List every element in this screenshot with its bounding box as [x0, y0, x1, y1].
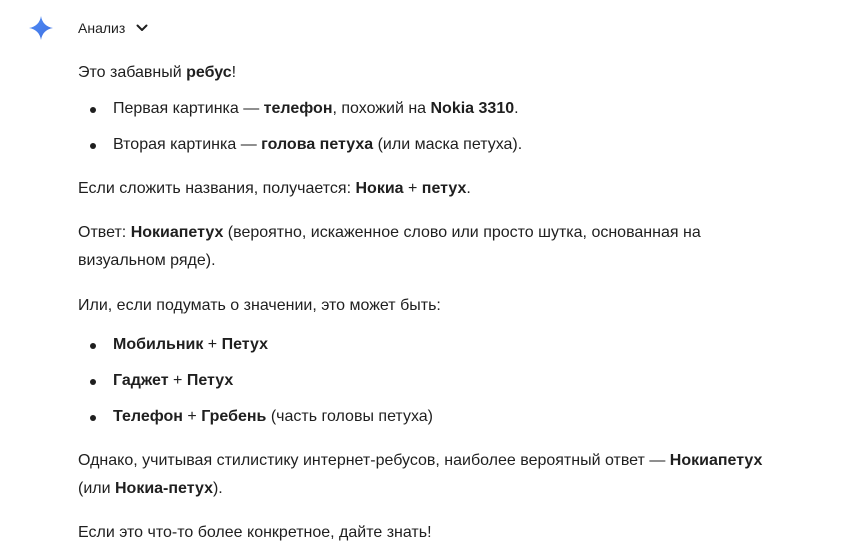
sum-bold: петух: [421, 180, 467, 197]
item-text: Вторая картинка —: [113, 136, 262, 153]
item-text: .: [514, 100, 519, 117]
item-plus: +: [168, 372, 187, 389]
answer-text: визуальном ряде).: [78, 252, 216, 269]
picture-list: [78, 95, 818, 159]
list-item: [78, 131, 818, 159]
list-item: [78, 367, 818, 395]
answer-paragraph: [78, 219, 818, 275]
answer-text: (вероятно, искаженное слово или просто шутка, основанная на: [223, 224, 701, 241]
sum-plus: +: [403, 180, 422, 197]
item-plus: +: [182, 408, 202, 425]
item-bold: Телефон: [113, 408, 183, 425]
intro-bold: ребус: [186, 64, 232, 81]
item-text: Первая картинка —: [113, 100, 264, 117]
sum-bold: Нокиа: [355, 180, 404, 197]
response-header: [28, 14, 149, 42]
response-body: [78, 59, 818, 547]
however-text: ).: [212, 480, 223, 497]
item-bold: телефон: [263, 100, 333, 117]
item-plus: +: [203, 336, 222, 353]
list-item: [78, 403, 818, 431]
or-paragraph: Или, если подумать о значении, это может быть:: [78, 297, 441, 314]
item-bold: Гаджет: [113, 372, 169, 389]
sum-paragraph: [78, 175, 818, 203]
analysis-label: Анализ: [78, 20, 126, 36]
answer-bold: Нокиапетух: [130, 224, 224, 241]
item-bold: Петух: [186, 372, 234, 389]
item-text: (часть головы петуха): [266, 408, 433, 425]
item-bold: Nokia 3310: [430, 100, 515, 117]
intro-punct: !: [231, 64, 237, 81]
list-item: [78, 95, 818, 123]
however-text: (или: [78, 480, 115, 497]
answer-label: Ответ:: [78, 224, 131, 241]
intro-text: Это забавный: [78, 64, 187, 81]
sum-text: Если сложить названия, получается:: [78, 180, 356, 197]
chevron-down-icon: [135, 21, 149, 35]
final-paragraph: Если это что-то более конкретное, дайте знать!: [78, 524, 432, 541]
analysis-toggle[interactable]: [78, 20, 149, 36]
item-bold: Гребень: [201, 408, 267, 425]
intro-paragraph: [78, 59, 818, 87]
item-bold: голова петуха: [261, 136, 374, 153]
however-bold: Нокиапетух: [669, 452, 763, 469]
sum-punct: .: [466, 180, 471, 197]
however-bold: Нокиа-петух: [114, 480, 213, 497]
however-text: Однако, учитывая стилистику интернет-ребусов, наиболее вероятный ответ —: [78, 452, 670, 469]
item-bold: Мобильник: [113, 336, 204, 353]
list-item: [78, 331, 818, 359]
alternatives-list: [78, 331, 818, 431]
item-text: (или маска петуха).: [373, 136, 523, 153]
gemini-spark-icon: [28, 15, 54, 41]
item-bold: Петух: [221, 336, 268, 353]
item-text: , похожий на: [332, 100, 431, 117]
however-paragraph: [78, 447, 818, 503]
